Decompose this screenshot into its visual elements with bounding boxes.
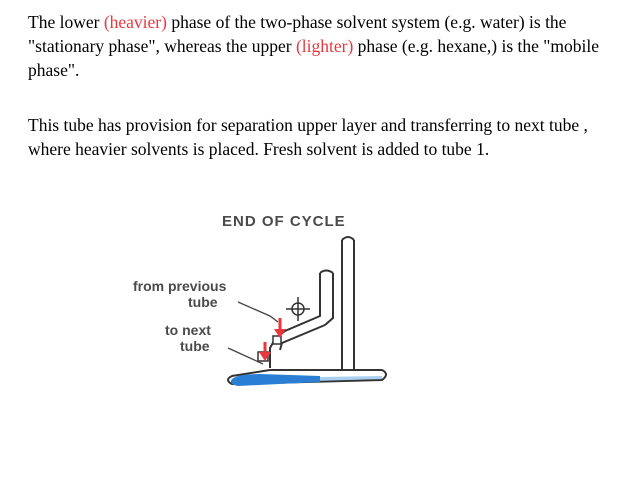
paragraph-phases-part1: The lower	[28, 12, 104, 32]
label-from-tube: tube	[188, 294, 218, 310]
label-to-tube: tube	[180, 338, 210, 354]
highlight-lighter: (lighter)	[295, 36, 354, 56]
leader-from	[238, 302, 278, 322]
crosshair-icon	[286, 297, 310, 321]
liquid-layer	[231, 374, 320, 386]
paragraph-tube-provision: This tube has provision for separation upper layer and transferring to next tube , where heavier solvents is placed. Fresh solvent is added to tube 1.	[28, 115, 588, 159]
highlight-heavier: (heavier)	[103, 12, 167, 32]
paragraph-phases-part2: phase of the two-phase solvent system (e.g. water) is the "stationary phase", whereas the upper	[28, 12, 567, 56]
label-to-next: to next	[165, 322, 211, 338]
end-of-cycle-diagram	[120, 198, 420, 408]
diagram-title: END OF CYCLE	[222, 213, 346, 230]
transfer-arm	[275, 271, 333, 340]
paragraph-phases-part3: phase (e.g. hexane,) is the "mobile phase".	[28, 36, 600, 80]
paragraph-phases	[28, 10, 628, 82]
vertical-tube	[342, 237, 354, 378]
label-from-previous: from previous	[133, 278, 227, 294]
